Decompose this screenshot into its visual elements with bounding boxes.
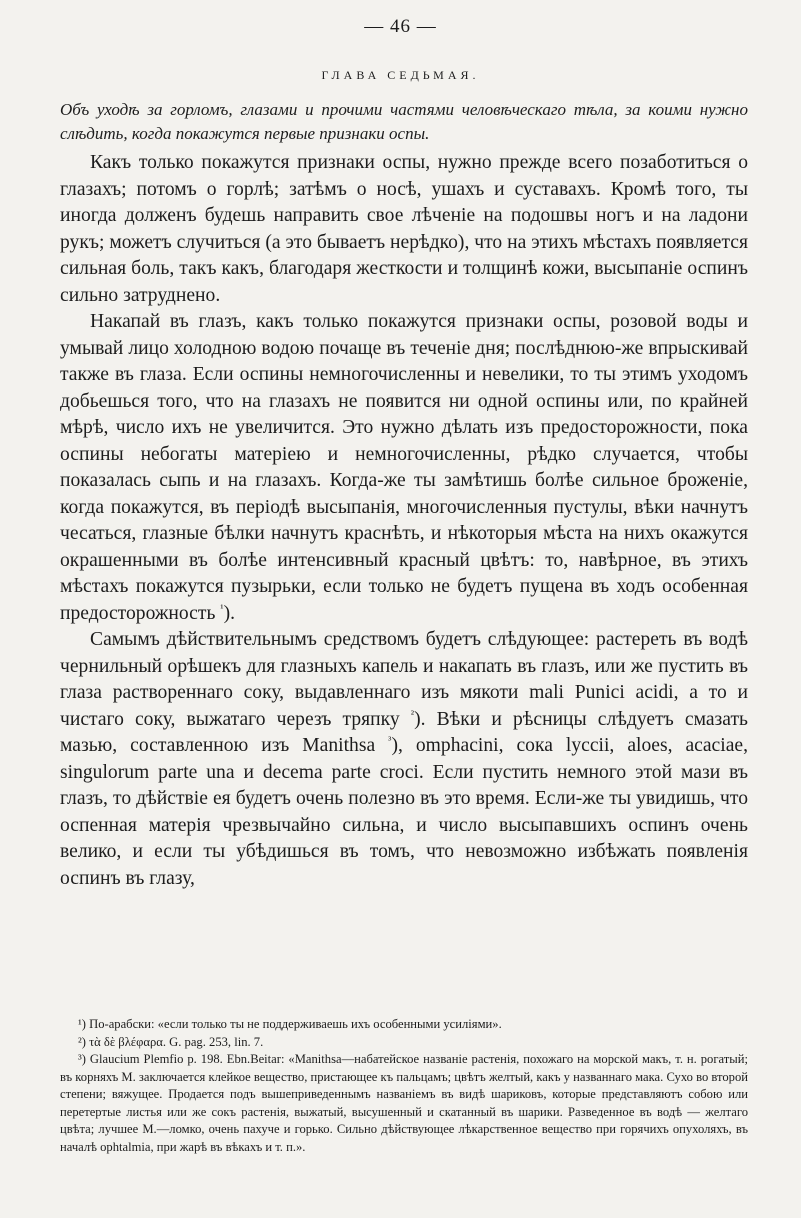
footnote-ref-3: ³ (388, 734, 392, 747)
paragraph-text: Накапай въ глазъ, какъ только покажутся признаки оспы, розовой воды и умывай лицо холодною водою почаще въ теченіе дня; послѣднюю-же впрыскивай также въ глаза. Если оспины немногочисленны и невелики, то ты этимъ уходомъ добьешься того, что на глазахъ не появится ни одной оспины или, по крайней мѣрѣ, число ихъ не увеличится. Это нужно дѣлать изъ предосторожности, пока оспины небогаты матеріею и немногочисленны, рѣдко случается, чтобы показалась сыпь и на глазахъ. Когда-же ты замѣтишь болѣе сильное броженіе, когда покажутся, въ періодѣ высыпанія, многочисленныя пустулы, вѣки начнутъ чесаться, глазные бѣлки начнутъ краснѣть, и нѣкоторыя мѣста на нихъ окажутся окрашенными въ болѣе интенсивный красный цвѣтъ: то, навѣрное, въ этихъ мѣстахъ покажутся пузырьки, если только не будетъ пущена въ ходъ особенная предосторожность (60, 311, 748, 624)
footnote-3: ³) Glaucium Plemfio p. 198. Ebn.Beitar: «Manithsa—набатейское названіе растенія, похожаго на морской макъ, т. н. рогатый; въ корняхъ М. заключается клейкое вещество, пристающее къ пальцамъ; цвѣтъ желтый, какъ у названнаго мака. Сухо во второй степени; вяжущее. Продается подъ вышеприведеннымъ названіемъ въ видѣ шариковъ, которые представляютъ собою или перетертые листья или же сокъ растенія, выжатый, высушенный и скатанный въ шарики. Разведенное въ водѣ — желтаго цвѣта; лучшее М.—ломко, очень пахуче и горько. Сильно дѣйствующее лѣкарственное вещество при горячихъ опухоляхъ, въ началѣ ophtalmia, при жарѣ въ вѣкахъ и т. п.». (60, 1052, 748, 1154)
footnote-1: ¹) По-арабски: «если только ты не поддерживаешь ихъ особенными усиліями». (78, 1017, 502, 1031)
paragraph-3 (60, 627, 748, 892)
page-number: — 46 — (364, 16, 437, 37)
paragraph-1 (60, 150, 748, 309)
paragraph-text: Какъ только покажутся признаки оспы, нужно прежде всего позаботиться о глазахъ; потомъ о горлѣ; затѣмъ о носѣ, ушахъ и суставахъ. Кромѣ того, ты иногда долженъ будешь направить свое лѣченіе на подошвы ногъ и на ладони рукъ; можетъ случиться (а это бываетъ нерѣдко), что на этихъ мѣстахъ появляется сильная боль, такъ какъ, благодаря жесткости и толщинѣ кожи, высыпаніе оспинъ сильно затруднено. (60, 152, 748, 306)
footnote-2: ²) τὰ δὲ βλέφαρα. G. pag. 253, lin. 7. (78, 1034, 264, 1049)
paragraph-text: Самымъ дѣйствительнымъ средствомъ будетъ слѣдующее: растереть въ водѣ чернильный орѣшекъ для глазныхъ капель и накапать въ глазъ, или же пустить въ глаза раствореннаго соку, выдавленнаго изъ мякоти mali Punici acidi, а то и чистаго соку, выжатаго черезъ тряпку (60, 629, 748, 730)
paragraph-text: ). Вѣки и рѣсницы слѣдуетъ смазать мазью, составленною изъ Manithsa (60, 708, 748, 756)
chapter-subtitle: Объ уходѣ за горломъ, глазами и прочими частями человѣческаго тѣла, за коими нужно слѣдить, когда покажутся первые признаки оспы. (60, 100, 748, 143)
paragraph-2 (60, 309, 748, 627)
paragraph-text: ), omphacini, сока lyccii, aloes, acaciae, singulorum parte una и decema parte croci. Если пустить немного этой мази въ глазъ, то дѣйствіе ея будетъ очень полезно въ это время. Если-же ты увидишь, что оспенная матерія чрезвычайно сильна, и число высыпавшихъ оспинъ очень велико, и если ты убѣдишься въ томъ, что невозможно избѣжать появленія оспинъ въ глазу, (60, 735, 748, 889)
chapter-heading: ГЛАВА СЕДЬМАЯ. (321, 68, 480, 82)
paragraph-text: ). (223, 602, 236, 624)
footnote-ref-1: ¹ (220, 601, 224, 614)
footnote-ref-2: ² (410, 707, 415, 720)
footnotes (60, 1016, 748, 1156)
body-text (60, 150, 748, 892)
